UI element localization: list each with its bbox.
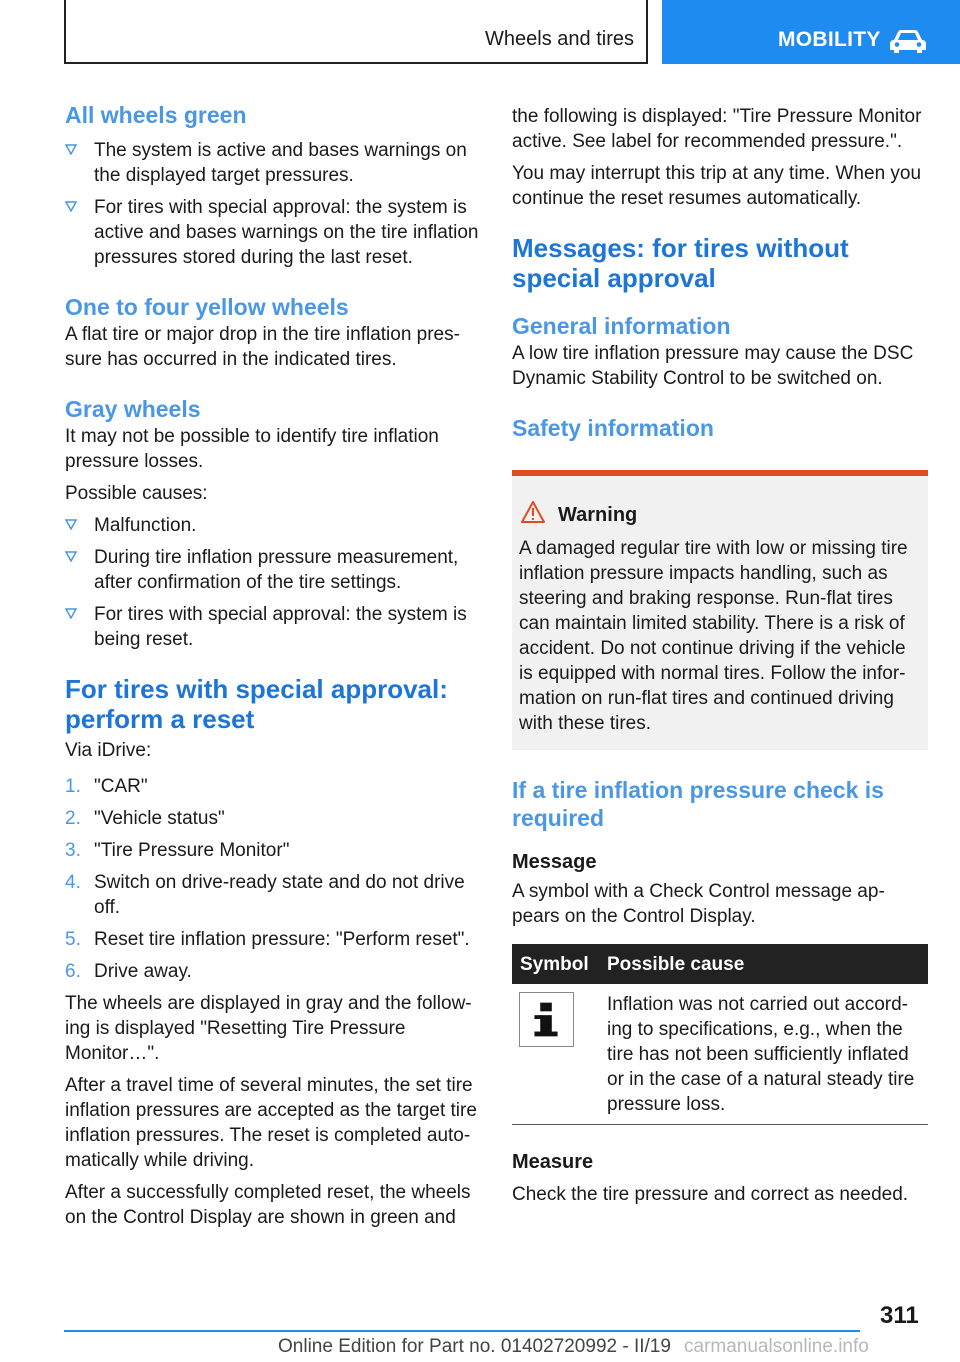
yellow-text: A flat tire or major drop in the tire inflation pres‐ sure has occurred in the indicated tires.: [65, 324, 460, 370]
list-item: For tires with special approval: the system is being reset.: [65, 602, 480, 652]
info-icon: [519, 992, 574, 1047]
reset-paragraph-1: The wheels are displayed in gray and the follow‐ ing is displayed "Resetting Tire Pressure Monitor…".: [65, 993, 472, 1064]
list-item: During tire inflation pressure measurement, after confirmation of the tire settings.: [65, 545, 480, 595]
triangle-bullet-icon: [65, 608, 77, 619]
measure-label: Measure: [512, 1151, 594, 1173]
heading-safety-information: Safety information: [512, 415, 714, 441]
list-item: Malfunction.: [65, 513, 480, 538]
step-item: 1. "CAR": [65, 776, 148, 797]
message-text: A symbol with a Check Control message ap‐ pears on the Control Display.: [512, 881, 885, 927]
column-header-symbol: Symbol: [520, 954, 589, 975]
interrupt-paragraph: You may interrupt this trip at any time. When you continue the reset resumes automatically.: [512, 163, 922, 209]
warning-box: [512, 470, 928, 750]
car-icon: [888, 28, 928, 54]
page-number: 311: [880, 1302, 919, 1329]
possible-cause-text: Inflation was not carried out accord‐ ing to specifications, e.g., when the tire has not been sufficiently inflated or in the case of a natural steady tire pressure loss.: [607, 994, 915, 1115]
measure-text: Check the tire pressure and correct as needed.: [512, 1184, 909, 1205]
step-item: 4. Switch on drive-ready state and do not drive off.: [65, 872, 465, 918]
possible-causes-label: Possible causes:: [65, 483, 208, 504]
step-item: 6. Drive away.: [65, 961, 192, 982]
warning-text: A damaged regular tire with low or missing tire inflation pressure impacts handling, such as steering and braking response. Run-flat tires can maintain limited stability. There is a risk of accident. Do not continue driving if the vehicle is equipped with normal tires. Follow the infor‐ mation on run-flat tires and continued driving with these tires.: [519, 538, 908, 734]
step-item: 3. "Tire Pressure Monitor": [65, 840, 290, 861]
via-idrive-label: Via iDrive:: [65, 740, 152, 761]
triangle-bullet-icon: [65, 519, 77, 530]
watermark: carmanualsonline.info: [684, 1336, 869, 1357]
triangle-bullet-icon: [65, 201, 77, 212]
heading-pressure-check-required: If a tire inflation pressure check is required: [512, 777, 884, 831]
footer-divider: [64, 1330, 860, 1332]
reset-paragraph-3: After a successfully completed reset, the wheels on the Control Display are shown in green and: [65, 1182, 471, 1228]
heading-perform-reset: For tires with special approval: perform a reset: [65, 674, 448, 734]
warning-title: Warning: [558, 504, 638, 526]
edition-text: Online Edition for Part no. 01402720992 - II/19: [278, 1336, 671, 1357]
heading-general-information: General information: [512, 313, 731, 339]
heading-messages: Messages: for tires without special approval: [512, 233, 849, 293]
category-tab: [662, 0, 960, 64]
list-item: For tires with special approval: the system is active and bases warnings on the tire inflation pressures stored during the last reset.: [65, 195, 480, 270]
step-item: 5. Reset tire inflation pressure: "Perform reset".: [65, 929, 470, 950]
column-header-possible-cause: Possible cause: [607, 954, 745, 975]
triangle-bullet-icon: [65, 144, 77, 155]
left-column: [65, 100, 480, 1230]
gray-text: It may not be possible to identify tire inflation pressure losses.: [65, 426, 439, 472]
message-label: Message: [512, 851, 597, 873]
category-label: MOBILITY: [778, 28, 881, 51]
measure-section: [512, 1150, 928, 1207]
table-row: [512, 984, 928, 1125]
table-header: [512, 944, 928, 984]
heading-gray-wheels: Gray wheels: [65, 396, 201, 422]
check-section: [512, 776, 928, 929]
general-text: A low tire inflation pressure may cause the DSC Dynamic Stability Control to be switched on.: [512, 343, 914, 389]
heading-yellow-wheels: One to four yellow wheels: [65, 294, 349, 320]
right-column: [512, 100, 928, 443]
header-section-box: [64, 0, 648, 64]
section-title: Wheels and tires: [485, 28, 634, 50]
list-item: The system is active and bases warnings on the displayed target pressures.: [65, 138, 480, 188]
heading-all-wheels-green: All wheels green: [65, 102, 247, 128]
warning-triangle-icon: [520, 500, 546, 524]
triangle-bullet-icon: [65, 551, 77, 562]
step-item: 2. "Vehicle status": [65, 808, 225, 829]
reset-paragraph-2: After a travel time of several minutes, the set tire inflation pressures are accepted as the target tire inflation pressures. The reset is completed auto‐ matically while driving.: [65, 1075, 477, 1171]
continued-paragraph: the following is displayed: "Tire Pressure Monitor active. See label for recommended pressure.".: [512, 106, 922, 152]
